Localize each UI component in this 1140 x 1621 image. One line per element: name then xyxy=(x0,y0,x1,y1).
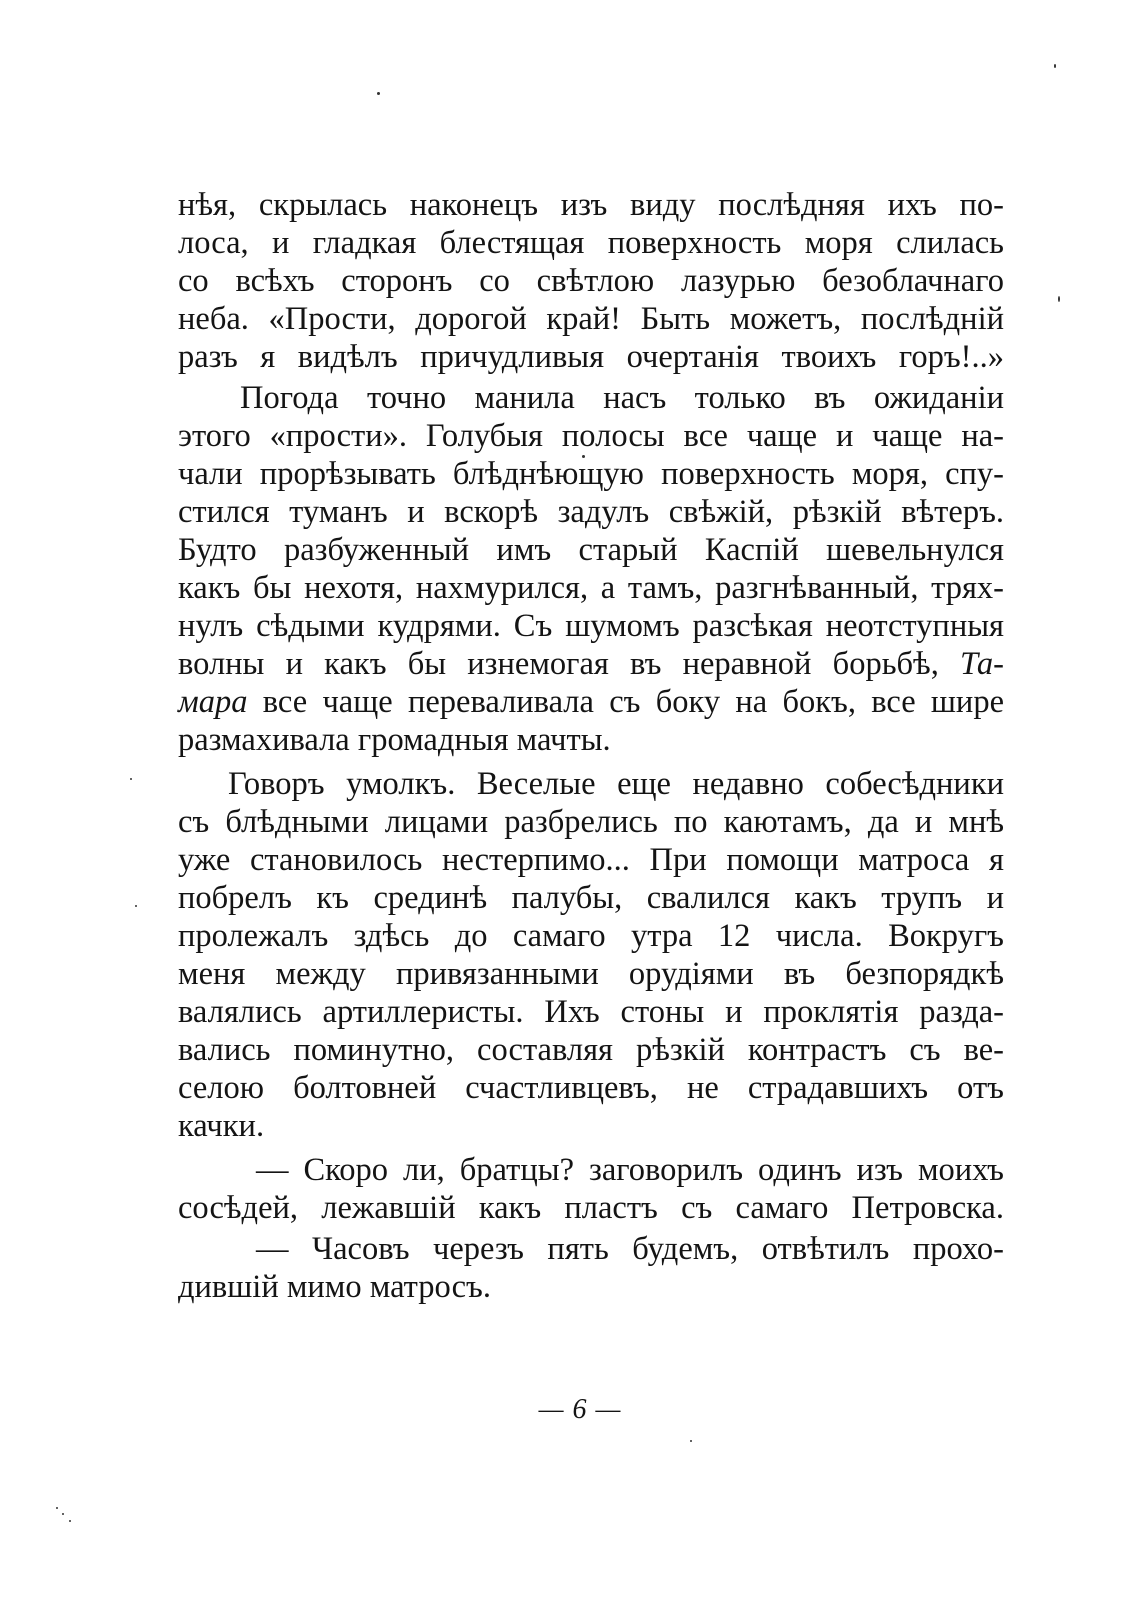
paragraph-4-dialogue xyxy=(178,1151,1004,1227)
text-line: чали прорѣзывать блѣднѣющую поверхность моря, спу- xyxy=(178,456,1004,492)
text-line: нѣя, скрылась наконецъ изъ виду послѣдняя ихъ по- xyxy=(178,187,1004,223)
text-line: нулъ сѣдыми кудрями. Съ шумомъ разсѣкая неотступныя xyxy=(178,608,1004,644)
text-line: этого «прости». Голубыя полосы все чаще и чаще на- xyxy=(178,418,1004,454)
text-line: вались поминутно, составляя рѣзкiй контрастъ съ ве- xyxy=(178,1032,1004,1068)
text-line: Говоръ умолкъ. Веселые еще недавно собесѣдники xyxy=(228,766,1004,802)
scan-speck xyxy=(56,1507,58,1509)
text-line: съ блѣдными лицами разбрелись по каютамъ, да и мнѣ xyxy=(178,804,1004,840)
scan-speck xyxy=(1054,64,1056,68)
ship-name-italic: Та- xyxy=(960,646,1005,682)
text-line: дившiй мимо матросъ. xyxy=(178,1269,491,1305)
paragraph-5-dialogue xyxy=(178,1230,1004,1306)
ship-name-italic: мара xyxy=(178,684,248,720)
text-line-with-ship-name xyxy=(178,683,1004,721)
page-number: — 6 — xyxy=(538,1394,622,1425)
text-line: валялись артиллеристы. Ихъ стоны и проклятiя разда- xyxy=(178,994,1004,1030)
text-line: — Часовъ черезъ пять будемъ, отвѣтилъ прохо- xyxy=(256,1231,1004,1267)
body-text xyxy=(178,186,1004,1306)
text-line: лоса, и гладкая блестящая поверхность моря слилась xyxy=(178,225,1004,261)
text-span: волны и какъ бы изнемогая въ неравной борьбѣ, xyxy=(178,646,939,682)
text-line: сосѣдей, лежавшiй какъ пластъ съ самаго Петровска. xyxy=(178,1190,1004,1226)
text-line: меня между привязанными орудiями въ безпорядкѣ xyxy=(178,956,1004,992)
paragraph-2 xyxy=(178,379,1004,759)
text-line: Будто разбуженный имъ старый Каспiй шевельнулся xyxy=(178,532,1004,568)
text-line-with-ship-name xyxy=(178,645,1004,683)
scan-speck xyxy=(690,1440,692,1442)
text-line: Погода точно манила насъ только въ ожиданiи xyxy=(240,380,1004,416)
paragraph-1 xyxy=(178,186,1004,376)
text-span: все чаще переваливала съ боку на бокъ, все шире xyxy=(262,684,1005,720)
text-line: неба. «Прости, дорогой край! Быть можетъ, послѣднiй xyxy=(178,301,1004,337)
scan-speck xyxy=(377,92,380,95)
text-line: — Скоро ли, братцы? заговорилъ одинъ изъ моихъ xyxy=(256,1152,1004,1188)
scan-speck xyxy=(62,1513,64,1515)
scan-speck xyxy=(135,905,137,907)
text-line: пролежалъ здѣсь до самаго утра 12 числа. Вокругъ xyxy=(178,918,1004,954)
text-line: стился туманъ и вскорѣ задулъ свѣжiй, рѣзкiй вѣтеръ. xyxy=(178,494,1004,530)
scan-speck xyxy=(1058,296,1060,302)
text-line: побрелъ къ срединѣ палубы, свалился какъ трупъ и xyxy=(178,880,1004,916)
text-line: какъ бы нехотя, нахмурился, а тамъ, разгнѣванный, трях- xyxy=(178,570,1004,606)
scan-speck xyxy=(69,1520,71,1522)
text-line: размахивала громадныя мачты. xyxy=(178,722,611,758)
text-line: селою болтовней счастливцевъ, не страдавшихъ отъ xyxy=(178,1070,1004,1106)
text-line: со всѣхъ сторонъ со свѣтлою лазурью безоблачнаго xyxy=(178,263,1004,299)
text-line: качки. xyxy=(178,1108,265,1144)
paragraph-3 xyxy=(178,765,1004,1145)
text-line: уже становилось нестерпимо... При помощи матроса я xyxy=(178,842,1004,878)
scan-speck xyxy=(130,778,132,780)
text-line: разъ я видѣлъ причудливыя очертанiя твоихъ горъ!..» xyxy=(178,339,1004,375)
